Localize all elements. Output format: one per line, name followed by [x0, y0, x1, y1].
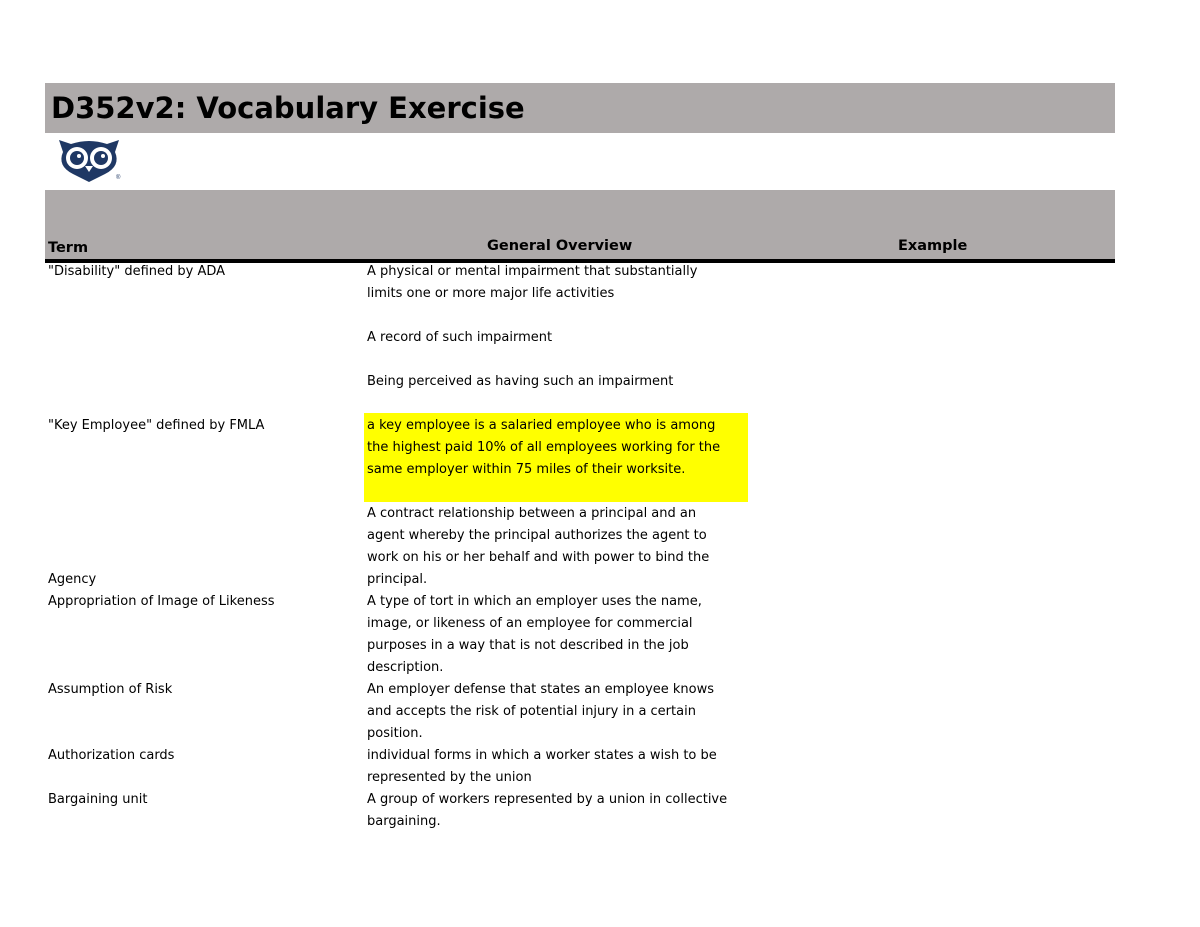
- overview-line: and accepts the risk of potential injury in a certain: [367, 704, 696, 719]
- term-agency: Agency: [48, 572, 97, 587]
- overview-line: A type of tort in which an employer uses the name,: [367, 594, 702, 609]
- overview-line: individual forms in which a worker states a wish to be: [367, 748, 717, 763]
- column-header-example: Example: [898, 238, 968, 254]
- term-appropriation: Appropriation of Image of Likeness: [48, 594, 275, 609]
- overview-line: principal.: [367, 572, 428, 587]
- overview-line: An employer defense that states an employee knows: [367, 682, 715, 697]
- overview-line: represented by the union: [367, 770, 532, 785]
- overview-line: description.: [367, 660, 444, 675]
- overview-line: the highest paid 10% of all employees working for the: [367, 440, 721, 455]
- term-disability: "Disability" defined by ADA: [48, 264, 226, 279]
- overview-line: A record of such impairment: [367, 330, 553, 345]
- term-key-employee: "Key Employee" defined by FMLA: [48, 418, 265, 433]
- page-title: D352v2: Vocabulary Exercise: [51, 91, 525, 125]
- overview-line: A contract relationship between a principal and an: [367, 506, 697, 521]
- overview-line: purposes in a way that is not described in the job: [367, 638, 689, 653]
- overview-line: bargaining.: [367, 814, 441, 829]
- overview-line: a key employee is a salaried employee who is among: [367, 418, 716, 433]
- overview-line: same employer within 75 miles of their worksite.: [367, 462, 686, 477]
- term-authorization-cards: Authorization cards: [48, 748, 175, 763]
- column-header-overview: General Overview: [487, 238, 633, 254]
- overview-line: image, or likeness of an employee for commercial: [367, 616, 693, 631]
- overview-line: A physical or mental impairment that substantially: [367, 264, 698, 279]
- overview-line: work on his or her behalf and with power to bind the: [367, 550, 710, 565]
- overview-line: Being perceived as having such an impairment: [367, 374, 674, 389]
- overview-line: limits one or more major life activities: [367, 286, 615, 301]
- overview-line: agent whereby the principal authorizes the agent to: [367, 528, 707, 543]
- overview-line: position.: [367, 726, 423, 741]
- table-header: [45, 190, 1115, 263]
- overview-line: A group of workers represented by a union in collective: [367, 792, 728, 807]
- title-bar: [45, 83, 1115, 133]
- owl-logo-icon: [55, 136, 127, 184]
- registered-mark: ®: [116, 175, 121, 181]
- term-assumption-of-risk: Assumption of Risk: [48, 682, 173, 697]
- term-bargaining-unit: Bargaining unit: [48, 792, 148, 807]
- column-header-term: Term: [48, 240, 89, 256]
